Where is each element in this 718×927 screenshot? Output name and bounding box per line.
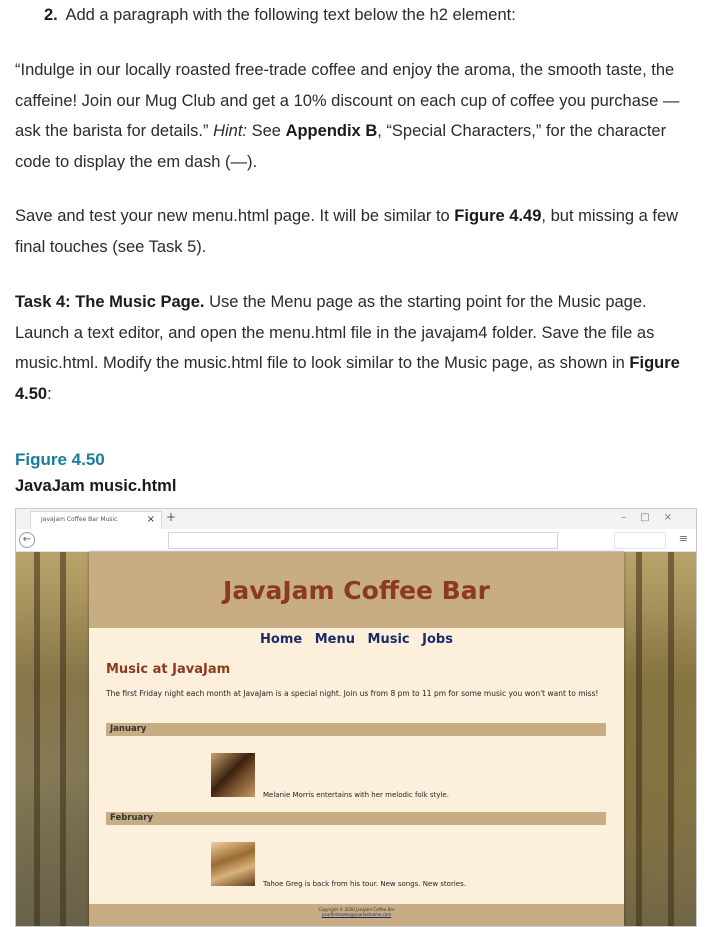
step-paragraph xyxy=(44,0,718,31)
task4-paragraph xyxy=(15,287,705,409)
site-title: JavaJam Coffee Bar xyxy=(223,576,490,605)
task4-label: Task 4: The Music Page. xyxy=(15,293,205,311)
search-input[interactable] xyxy=(614,532,666,549)
browser-tab-bar xyxy=(16,509,696,529)
new-tab-icon[interactable]: + xyxy=(166,510,177,524)
nav-jobs[interactable]: Jobs xyxy=(422,632,453,647)
close-icon[interactable]: × xyxy=(146,514,155,525)
figure-label: Figure 4.50 xyxy=(15,450,105,469)
step-number: 2. xyxy=(44,6,58,24)
site-footer xyxy=(89,904,624,926)
hamburger-menu-icon[interactable]: ≡ xyxy=(678,532,688,545)
month-heading-january: January xyxy=(106,723,606,736)
browser-viewport xyxy=(16,552,696,926)
nav-home[interactable]: Home xyxy=(260,632,303,647)
hint-ref: Appendix B xyxy=(285,122,378,140)
background-tree xyxy=(60,552,66,926)
browser-screenshot xyxy=(15,508,697,927)
task4-body: Use the Menu page as the starting point for the Music page. Launch a text editor, and open the menu.html file in the javajam4 folder. Save the file as music.html. Modify the music.html file to look similar to the Music page, as shown in xyxy=(15,293,655,372)
tab-title: JavaJam Coffee Bar Music xyxy=(41,516,118,523)
quote-body: “Indulge in our locally roasted free-trade coffee and enjoy the aroma, the smooth taste, the caffeine! Join our Mug Club and get a 10% discount on each cup of coffee you purchase — ask the barista for details.” xyxy=(15,61,680,140)
site-nav xyxy=(89,632,624,647)
browser-tab[interactable] xyxy=(30,511,162,530)
footer-email-link[interactable]: yourfirstname@yourlastname.com xyxy=(321,912,392,917)
intro-text: The first Friday night each month at JavaJam is a special night. Join us from 8 pm to 11 pm for some music you won't want to miss! xyxy=(106,689,599,698)
background-tree xyxy=(668,552,674,926)
save-paragraph xyxy=(15,201,705,262)
quote-paragraph xyxy=(15,55,705,177)
task4-post: : xyxy=(47,384,52,403)
task4-ref: Figure 4.50 xyxy=(15,354,680,403)
nav-menu[interactable]: Menu xyxy=(314,632,355,647)
nav-music[interactable]: Music xyxy=(367,632,410,647)
back-icon[interactable]: ← xyxy=(19,532,35,548)
hint-pre: See xyxy=(247,122,286,140)
performer-caption: Melanie Morris entertains with her melodic folk style. xyxy=(263,791,449,799)
javajam-page xyxy=(89,552,624,926)
hint-label: Hint: xyxy=(213,122,248,140)
save-pre: Save and test your new menu.html page. It will be similar to xyxy=(15,207,455,225)
page-heading: Music at JavaJam xyxy=(106,662,231,677)
browser-address-bar xyxy=(16,529,696,552)
site-header xyxy=(89,552,624,628)
hint-post: , “Special Characters,” for the character code to display the em dash (—). xyxy=(15,122,667,171)
url-input[interactable] xyxy=(168,532,558,549)
window-controls[interactable]: –□× xyxy=(621,512,686,523)
background-tree xyxy=(34,552,40,926)
performer-photo xyxy=(211,842,255,886)
performer-caption: Tahoe Greg is back from his tour. New songs. New stories. xyxy=(263,880,466,888)
save-ref: Figure 4.49 xyxy=(454,207,542,225)
month-heading-february: February xyxy=(106,812,606,825)
figure-caption: JavaJam music.html xyxy=(15,477,177,495)
step-text: Add a paragraph with the following text below the h2 element: xyxy=(65,6,516,24)
background-tree xyxy=(636,552,642,926)
save-post: , but missing a few final touches (see Task 5). xyxy=(15,207,679,256)
performer-photo xyxy=(211,753,255,797)
footer-copyright: Copyright © 2020 JavaJam Coffee Bar xyxy=(318,907,395,912)
